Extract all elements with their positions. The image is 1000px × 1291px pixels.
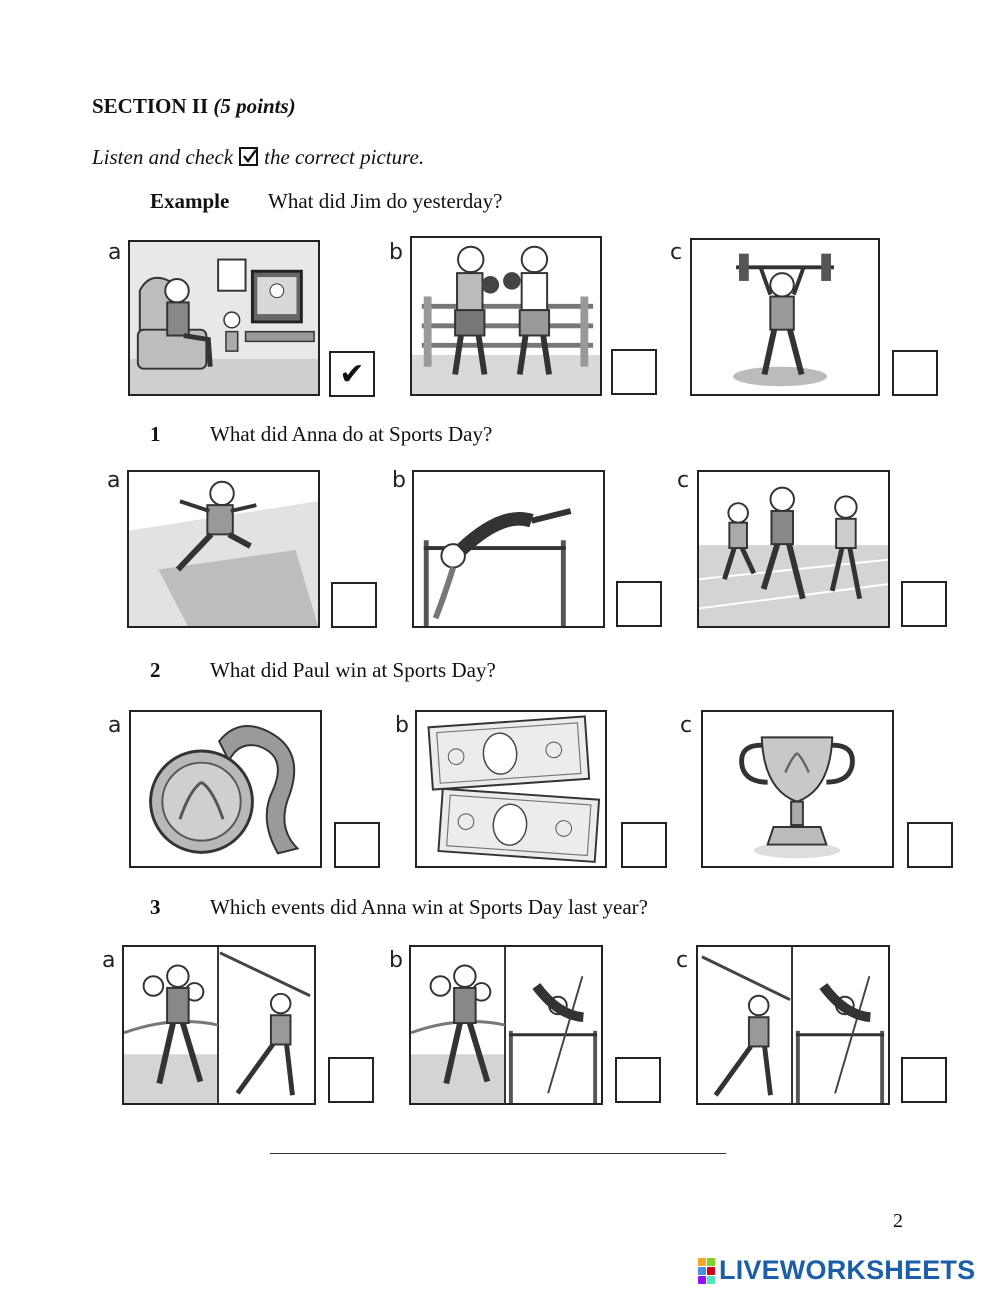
- watching-tv-boy-image[interactable]: [128, 240, 320, 396]
- answer-box-3-b[interactable]: [615, 1057, 661, 1103]
- option-letter-b: b: [392, 468, 406, 493]
- answer-box-1-c[interactable]: [901, 581, 947, 627]
- option-letter-b: b: [389, 240, 403, 265]
- question-example: [150, 189, 502, 214]
- option-letter-c: c: [677, 468, 690, 493]
- option-letter-b: b: [395, 713, 409, 738]
- boxing-match-image[interactable]: [410, 236, 602, 396]
- section-title-text: SECTION II: [92, 94, 209, 118]
- checkbox-checked-icon: [239, 147, 258, 166]
- page-number: 2: [893, 1210, 903, 1232]
- option-letter-b: b: [389, 948, 403, 973]
- race-and-high-jump-image[interactable]: [409, 945, 603, 1105]
- answer-box-example-a[interactable]: [329, 351, 375, 397]
- brand-name: LIVEWORKSHEETS: [719, 1255, 976, 1285]
- long-jump-image[interactable]: [127, 470, 320, 628]
- answer-box-1-b[interactable]: [616, 581, 662, 627]
- javelin-and-high-jump-image[interactable]: [696, 945, 890, 1105]
- option-letter-a: a: [108, 713, 122, 738]
- brand-footer: [698, 1255, 975, 1286]
- answer-box-example-c[interactable]: [892, 350, 938, 396]
- question-number: 3: [150, 895, 161, 919]
- question-2: [150, 658, 496, 683]
- question-number: 2: [150, 658, 161, 682]
- question-number: 1: [150, 422, 161, 446]
- question-1: [150, 422, 492, 447]
- option-letter-a: a: [107, 468, 121, 493]
- weightlifting-image[interactable]: [690, 238, 880, 396]
- answer-box-1-a[interactable]: [331, 582, 377, 628]
- question-text: Which events did Anna win at Sports Day last year?: [210, 895, 648, 919]
- section-title: [92, 94, 296, 119]
- answer-box-2-b[interactable]: [621, 822, 667, 868]
- answer-box-2-c[interactable]: [907, 822, 953, 868]
- section-points: (5 points): [213, 94, 296, 118]
- option-letter-a: a: [108, 240, 122, 265]
- question-text: What did Anna do at Sports Day?: [210, 422, 493, 446]
- question-text: What did Paul win at Sports Day?: [210, 658, 496, 682]
- medal-image[interactable]: [129, 710, 322, 868]
- answer-box-3-c[interactable]: [901, 1057, 947, 1103]
- high-jump-image[interactable]: [412, 470, 605, 628]
- instruction-before: Listen and check: [92, 145, 234, 169]
- question-3: [150, 895, 648, 920]
- footer-divider: [270, 1153, 726, 1154]
- question-number: Example: [150, 189, 230, 213]
- option-letter-a: a: [102, 948, 116, 973]
- race-and-javelin-image[interactable]: [122, 945, 316, 1105]
- option-letter-c: c: [670, 240, 683, 265]
- answer-box-3-a[interactable]: [328, 1057, 374, 1103]
- answer-box-example-b[interactable]: [611, 349, 657, 395]
- money-banknotes-image[interactable]: [415, 710, 607, 868]
- running-race-image[interactable]: [697, 470, 890, 628]
- instruction-after: the correct picture.: [264, 145, 425, 169]
- instruction: [92, 145, 424, 170]
- trophy-cup-image[interactable]: [701, 710, 894, 868]
- answer-box-2-a[interactable]: [334, 822, 380, 868]
- option-letter-c: c: [680, 713, 693, 738]
- liveworksheets-logo-icon: [698, 1258, 715, 1284]
- question-text: What did Jim do yesterday?: [268, 189, 503, 213]
- check-mark-icon: ✔: [339, 356, 365, 392]
- option-letter-c: c: [676, 948, 689, 973]
